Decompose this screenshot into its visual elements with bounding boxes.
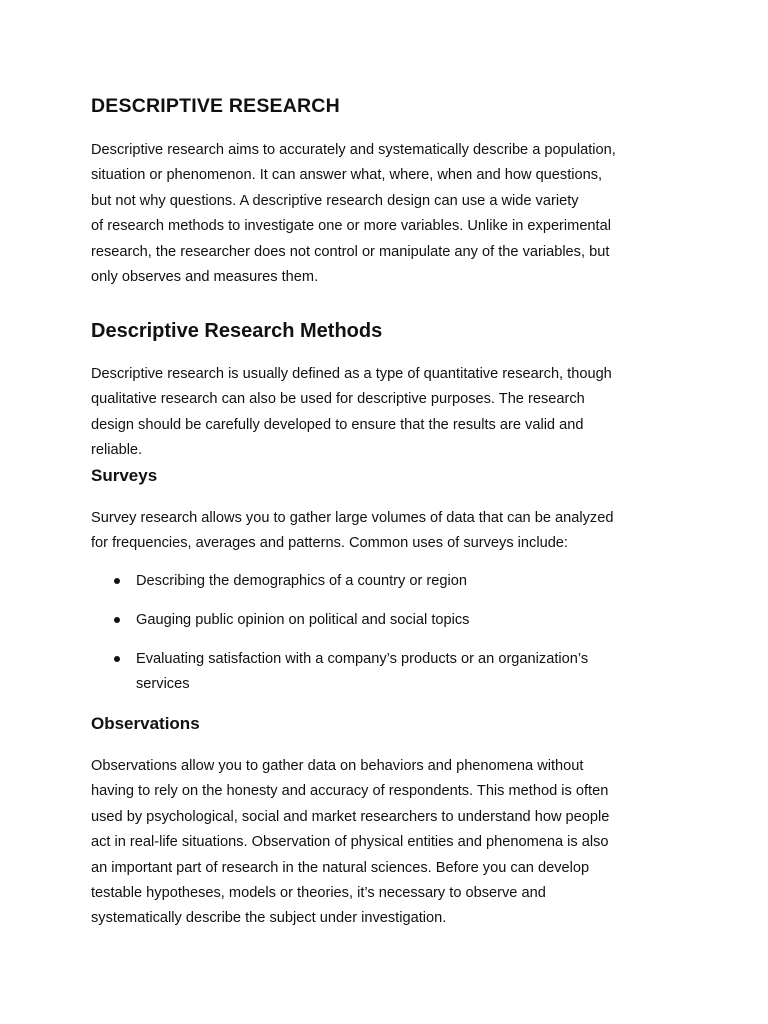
intro-paragraph [91, 138, 681, 290]
paragraph-line: design should be carefully developed to ensure that the results are valid and [91, 416, 584, 433]
list-item-text [136, 569, 676, 594]
list-item-line: services [136, 676, 190, 693]
paragraph-line: but not why questions. A descriptive research design can use a wide variety [91, 192, 579, 209]
surveys-heading: Surveys [91, 466, 158, 485]
paragraph-line: Descriptive research aims to accurately and systematically describe a population, [91, 142, 616, 158]
paragraph-line: situation or phenomenon. It can answer what, where, when and how questions, [91, 167, 603, 184]
paragraph-line: Descriptive research is usually defined as a type of quantitative research, though [91, 366, 612, 382]
paragraph-line: reliable. [91, 442, 143, 459]
bullet-icon [114, 656, 120, 662]
paragraph-line: research, the researcher does not control or manipulate any of the variables, but [91, 243, 610, 260]
page-title: DESCRIPTIVE RESEARCH [91, 95, 340, 117]
methods-heading: Descriptive Research Methods [91, 320, 383, 342]
list-item-line: Describing the demographics of a country or region [136, 573, 467, 589]
list-item-line: Gauging public opinion on political and social topics [136, 612, 470, 628]
paragraph-line: systematically describe the subject under investigation. [91, 910, 447, 927]
methods-paragraph [91, 362, 681, 464]
paragraph-line: qualitative research can also be used for descriptive purposes. The research [91, 391, 585, 408]
list-item-text [136, 647, 676, 698]
surveys-paragraph [91, 506, 681, 557]
paragraph-line: testable hypotheses, models or theories, it’s necessary to observe and [91, 885, 546, 902]
paragraph-line: only observes and measures them. [91, 269, 319, 286]
list-item-text [136, 608, 676, 633]
bullet-icon [114, 617, 120, 623]
paragraph-line: an important part of research in the natural sciences. Before you can develop [91, 859, 590, 876]
observations-paragraph [91, 754, 681, 932]
paragraph-line: Observations allow you to gather data on behaviors and phenomena without [91, 758, 584, 774]
paragraph-line: for frequencies, averages and patterns. Common uses of surveys include: [91, 535, 568, 552]
paragraph-line: act in real-life situations. Observation of physical entities and phenomena is also [91, 834, 609, 851]
paragraph-line: Survey research allows you to gather large volumes of data that can be analyzed [91, 510, 614, 526]
bullet-icon [114, 578, 120, 584]
paragraph-line: of research methods to investigate one or more variables. Unlike in experimental [91, 218, 611, 235]
paragraph-line: having to rely on the honesty and accuracy of respondents. This method is often [91, 783, 609, 800]
list-item-line: Evaluating satisfaction with a company’s products or an organization’s [136, 651, 589, 667]
paragraph-line: used by psychological, social and market researchers to understand how people [91, 808, 610, 825]
observations-heading: Observations [91, 714, 200, 733]
